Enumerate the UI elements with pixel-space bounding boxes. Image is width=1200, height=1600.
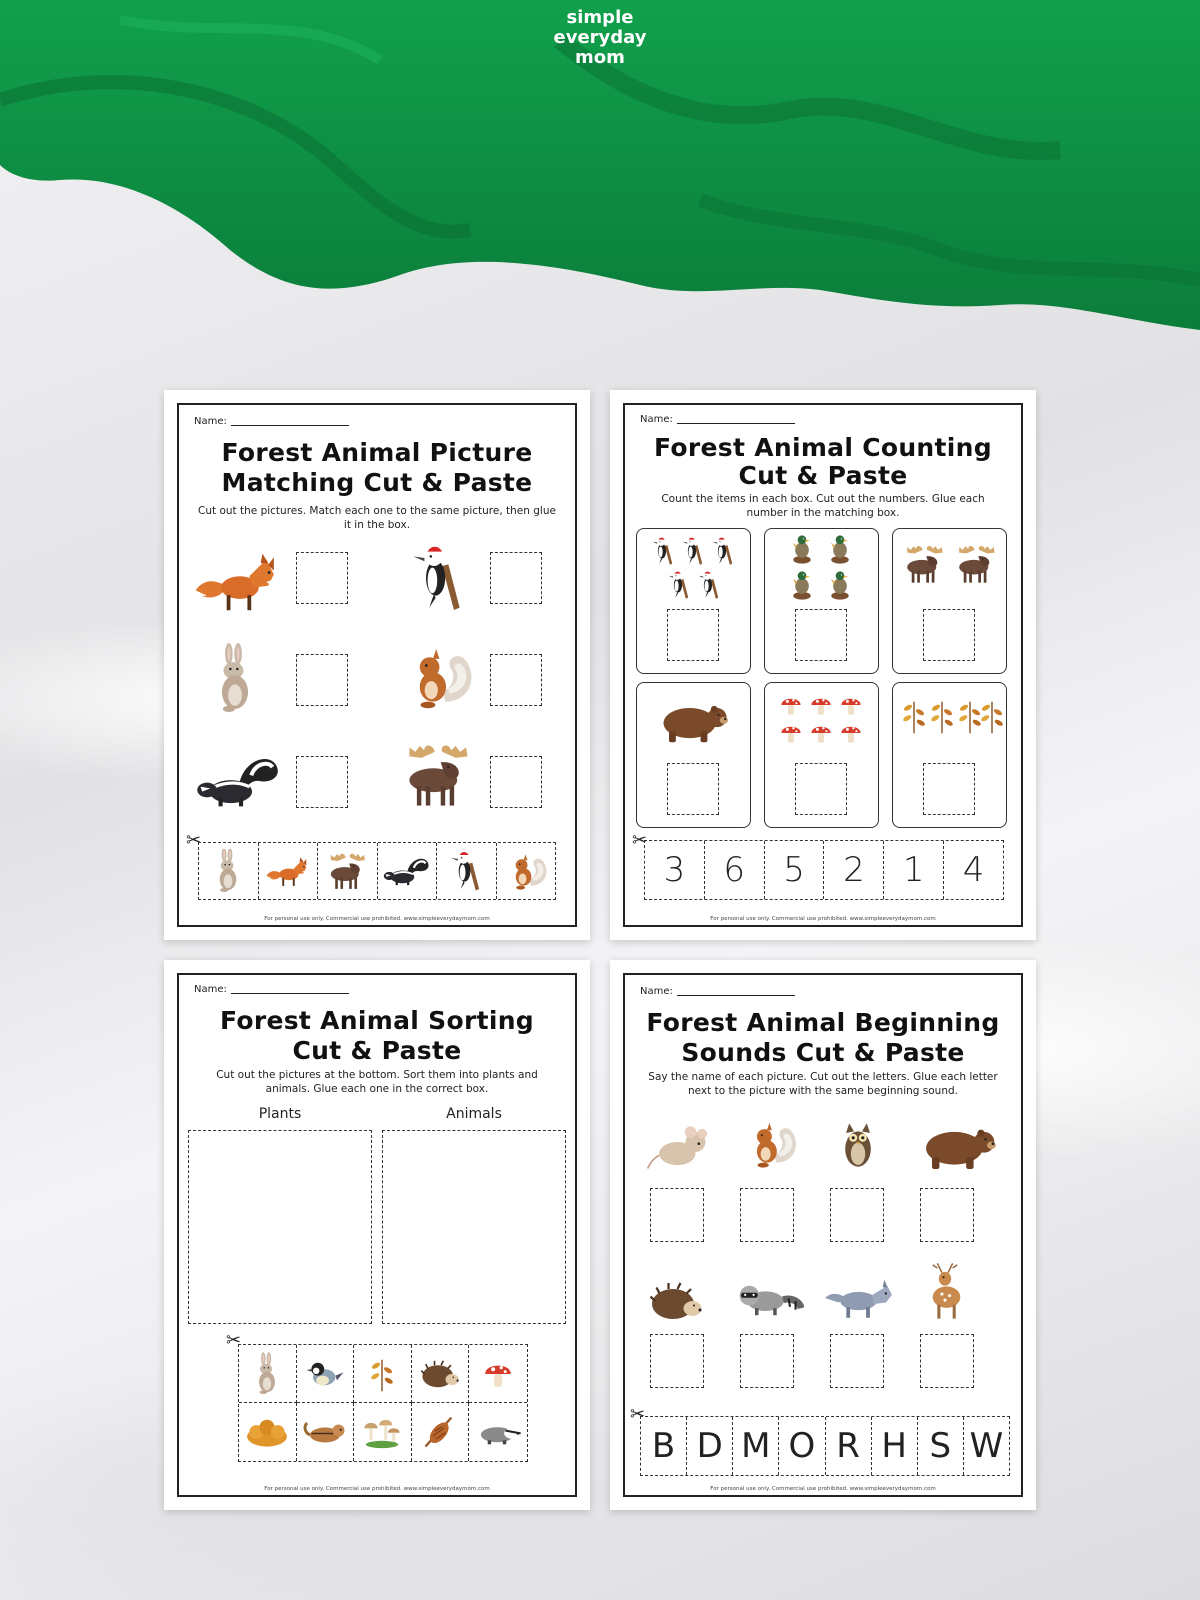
chickadee-icon bbox=[305, 1358, 345, 1390]
mushroom-icon bbox=[482, 1356, 514, 1392]
paste-box[interactable] bbox=[296, 756, 348, 808]
letter-label: M bbox=[741, 1426, 771, 1466]
woodpecker-icon bbox=[651, 535, 675, 567]
logo-line-3: mom bbox=[575, 47, 625, 68]
paste-box[interactable] bbox=[667, 609, 719, 661]
footer-note: For personal use only. Commercial use prohibited. www.simpleeverydaymom.com bbox=[264, 1486, 490, 1492]
bush-icon bbox=[244, 1416, 290, 1448]
letter-strip bbox=[640, 1416, 1010, 1476]
logo-line-2: everyday bbox=[553, 27, 647, 48]
count-card bbox=[892, 682, 1007, 828]
paste-box[interactable] bbox=[650, 1334, 704, 1388]
badger-icon bbox=[474, 1418, 522, 1446]
mushroom-icon bbox=[779, 721, 803, 745]
worksheet-title bbox=[610, 434, 1036, 490]
title-line-1: Forest Animal Picture bbox=[221, 438, 533, 467]
mushroom-icon bbox=[779, 693, 803, 717]
scissors-icon: ✂ bbox=[632, 830, 648, 851]
worksheet-sorting bbox=[164, 960, 590, 1510]
title-line-2: Cut & Paste bbox=[292, 1036, 462, 1065]
scissors-icon: ✂ bbox=[186, 830, 202, 851]
rabbit-icon bbox=[213, 849, 243, 893]
instructions-line-1: Cut out the pictures at the bottom. Sort them into plants and bbox=[216, 1069, 538, 1081]
instructions-line-1: Say the name of each picture. Cut out the letters. Glue each letter bbox=[648, 1071, 998, 1083]
title-line-2: Matching Cut & Paste bbox=[221, 468, 533, 497]
mushroom-icon bbox=[809, 721, 833, 745]
cutout-cell[interactable] bbox=[412, 1345, 470, 1403]
letter-label: B bbox=[651, 1426, 676, 1466]
letter-cell[interactable] bbox=[964, 1417, 1009, 1475]
plants-label: Plants bbox=[258, 1106, 302, 1122]
cutout-cell[interactable] bbox=[469, 1403, 527, 1461]
paste-box[interactable] bbox=[490, 552, 542, 604]
duck-icon bbox=[789, 533, 815, 567]
number-label: 4 bbox=[962, 850, 985, 890]
woodpecker-icon bbox=[697, 569, 721, 601]
paste-box[interactable] bbox=[740, 1188, 794, 1242]
letter-cell[interactable] bbox=[733, 1417, 779, 1475]
number-label: 5 bbox=[783, 850, 805, 890]
woodpecker-icon bbox=[711, 535, 735, 567]
cutout-cell[interactable] bbox=[318, 843, 378, 899]
mushroom-icon bbox=[839, 693, 863, 717]
owl-icon bbox=[838, 1116, 878, 1174]
cutout-cell[interactable] bbox=[297, 1345, 355, 1403]
paste-box[interactable] bbox=[740, 1334, 794, 1388]
leaf-branch-icon bbox=[977, 697, 1007, 735]
letter-label: H bbox=[881, 1426, 907, 1466]
raccoon-icon bbox=[734, 1272, 804, 1322]
cutout-cell[interactable] bbox=[239, 1403, 297, 1461]
paste-box[interactable] bbox=[296, 552, 348, 604]
paste-box[interactable] bbox=[830, 1334, 884, 1388]
title-line-2: Cut & Paste bbox=[738, 461, 908, 490]
instructions bbox=[194, 1068, 560, 1096]
logo-line-1: simple bbox=[566, 7, 634, 28]
mushroom-icon bbox=[839, 721, 863, 745]
squirrel-icon bbox=[400, 642, 474, 712]
name-field bbox=[194, 416, 349, 427]
moose-icon bbox=[899, 543, 949, 585]
instructions-line-2: next to the picture with the same beginning sound. bbox=[688, 1085, 958, 1097]
number-cell[interactable] bbox=[645, 841, 705, 899]
instructions bbox=[194, 504, 560, 532]
cutout-cell[interactable] bbox=[354, 1345, 412, 1403]
mushroom-icon bbox=[809, 693, 833, 717]
letter-cell[interactable] bbox=[826, 1417, 872, 1475]
name-field bbox=[194, 984, 349, 995]
leaf-branch-icon bbox=[927, 697, 957, 735]
cutout-cell[interactable] bbox=[412, 1403, 470, 1461]
paste-box[interactable] bbox=[920, 1334, 974, 1388]
instructions-line-1: Cut out the pictures. Match each one to the same picture, then glue bbox=[198, 505, 556, 517]
paste-box[interactable] bbox=[296, 654, 348, 706]
paste-box[interactable] bbox=[830, 1188, 884, 1242]
brand-logo bbox=[520, 8, 680, 68]
duck-icon bbox=[827, 569, 853, 603]
letter-label: D bbox=[696, 1426, 723, 1466]
plants-sort-box[interactable] bbox=[188, 1130, 372, 1324]
instructions-line-1: Count the items in each box. Cut out the numbers. Glue each bbox=[661, 493, 985, 505]
animals-sort-box[interactable] bbox=[382, 1130, 566, 1324]
cutout-cell[interactable] bbox=[354, 1403, 412, 1461]
number-cell[interactable] bbox=[884, 841, 944, 899]
worksheet-title bbox=[610, 1008, 1036, 1068]
cutout-cell[interactable] bbox=[239, 1345, 297, 1403]
cutout-cell[interactable] bbox=[259, 843, 319, 899]
title-line-1: Forest Animal Counting bbox=[654, 433, 992, 462]
pinecone-icon bbox=[421, 1413, 459, 1451]
worksheet-title bbox=[164, 438, 590, 498]
title-line-1: Forest Animal Beginning bbox=[646, 1008, 1000, 1037]
name-field bbox=[640, 414, 795, 425]
number-strip bbox=[644, 840, 1004, 900]
rabbit-icon bbox=[253, 1352, 281, 1396]
paste-box[interactable] bbox=[923, 609, 975, 661]
woodpecker-icon bbox=[667, 569, 691, 601]
bear-icon bbox=[914, 1120, 1002, 1172]
letter-cell[interactable] bbox=[641, 1417, 687, 1475]
letter-cell[interactable] bbox=[872, 1417, 918, 1475]
paste-box[interactable] bbox=[923, 763, 975, 815]
count-card bbox=[764, 528, 879, 674]
footer-note: For personal use only. Commercial use prohibited. www.simpleeverydaymom.com bbox=[710, 1486, 936, 1492]
number-label: 2 bbox=[843, 850, 865, 890]
cutout-cell[interactable] bbox=[297, 1403, 355, 1461]
worksheet-counting bbox=[610, 390, 1036, 940]
fox-icon bbox=[190, 548, 286, 614]
letter-label: R bbox=[836, 1426, 860, 1466]
letter-cell[interactable] bbox=[918, 1417, 964, 1475]
chipmunk-icon bbox=[302, 1417, 348, 1447]
cutout-cell[interactable] bbox=[199, 843, 259, 899]
squirrel-icon bbox=[504, 851, 548, 891]
paste-box[interactable] bbox=[650, 1188, 704, 1242]
cutout-grid bbox=[238, 1344, 528, 1462]
instructions bbox=[640, 1070, 1006, 1098]
number-label: 6 bbox=[723, 850, 746, 890]
instructions-line-2: animals. Glue each one in the correct box. bbox=[265, 1083, 489, 1095]
paste-box[interactable] bbox=[795, 609, 847, 661]
number-cell[interactable] bbox=[705, 841, 765, 899]
hedgehog-icon bbox=[646, 1278, 706, 1324]
woodpecker-icon bbox=[449, 849, 483, 893]
letter-label: O bbox=[788, 1426, 816, 1466]
duck-icon bbox=[789, 569, 815, 603]
paste-box[interactable] bbox=[667, 763, 719, 815]
number-cell[interactable] bbox=[944, 841, 1003, 899]
instructions-line-2: number in the matching box. bbox=[746, 507, 900, 519]
letter-cell[interactable] bbox=[779, 1417, 825, 1475]
wolf-icon bbox=[822, 1272, 898, 1324]
skunk-icon bbox=[382, 854, 432, 888]
woodpecker-icon bbox=[681, 535, 705, 567]
cutout-cell[interactable] bbox=[437, 843, 497, 899]
leaf-branch-icon bbox=[899, 697, 929, 735]
footer-note: For personal use only. Commercial use prohibited. www.simpleeverydaymom.com bbox=[264, 916, 490, 922]
number-cell[interactable] bbox=[824, 841, 884, 899]
title-line-1: Forest Animal Sorting bbox=[220, 1006, 534, 1035]
animals-label: Animals bbox=[446, 1106, 502, 1122]
paste-box[interactable] bbox=[795, 763, 847, 815]
paste-box[interactable] bbox=[490, 756, 542, 808]
scissors-icon: ✂ bbox=[226, 1330, 242, 1351]
instructions bbox=[640, 492, 1006, 520]
worksheet-beginning-sounds bbox=[610, 960, 1036, 1510]
deer-icon bbox=[922, 1258, 968, 1324]
worksheet-picture-matching bbox=[164, 390, 590, 940]
name-label: Name: bbox=[194, 984, 227, 995]
number-label: 1 bbox=[902, 850, 925, 890]
name-label: Name: bbox=[194, 416, 227, 427]
name-label: Name: bbox=[640, 986, 673, 997]
number-label: 3 bbox=[663, 850, 686, 890]
count-card bbox=[892, 528, 1007, 674]
name-label: Name: bbox=[640, 414, 673, 425]
scissors-icon: ✂ bbox=[630, 1404, 646, 1425]
letter-label: S bbox=[929, 1426, 952, 1466]
mouse-icon bbox=[646, 1122, 712, 1172]
skunk-icon bbox=[194, 750, 284, 812]
footer-note: For personal use only. Commercial use prohibited. www.simpleeverydaymom.com bbox=[710, 916, 936, 922]
count-card bbox=[636, 682, 751, 828]
paste-box[interactable] bbox=[920, 1188, 974, 1242]
bear-icon bbox=[655, 697, 731, 745]
title-line-2: Sounds Cut & Paste bbox=[681, 1038, 965, 1067]
count-card bbox=[636, 528, 751, 674]
hedgehog-icon bbox=[418, 1357, 462, 1391]
moose-icon bbox=[323, 850, 371, 892]
letter-cell[interactable] bbox=[687, 1417, 733, 1475]
instructions-line-2: it in the box. bbox=[343, 519, 411, 531]
number-cell[interactable] bbox=[765, 841, 825, 899]
squirrel-icon bbox=[742, 1116, 798, 1172]
fox-icon bbox=[264, 854, 312, 888]
rabbit-icon bbox=[212, 642, 258, 716]
woodpecker-icon bbox=[410, 540, 466, 616]
worksheet-title bbox=[164, 1006, 590, 1066]
count-card bbox=[764, 682, 879, 828]
letter-label: W bbox=[969, 1426, 1004, 1466]
duck-icon bbox=[827, 533, 853, 567]
moose-icon bbox=[951, 543, 1001, 585]
moose-icon bbox=[396, 736, 478, 814]
cutout-strip bbox=[198, 842, 556, 900]
cutout-cell[interactable] bbox=[497, 843, 556, 899]
cutout-cell[interactable] bbox=[378, 843, 438, 899]
mushroom-cluster-icon bbox=[360, 1413, 404, 1451]
cutout-cell[interactable] bbox=[469, 1345, 527, 1403]
name-field bbox=[640, 986, 795, 997]
branch-icon bbox=[367, 1354, 397, 1394]
paste-box[interactable] bbox=[490, 654, 542, 706]
